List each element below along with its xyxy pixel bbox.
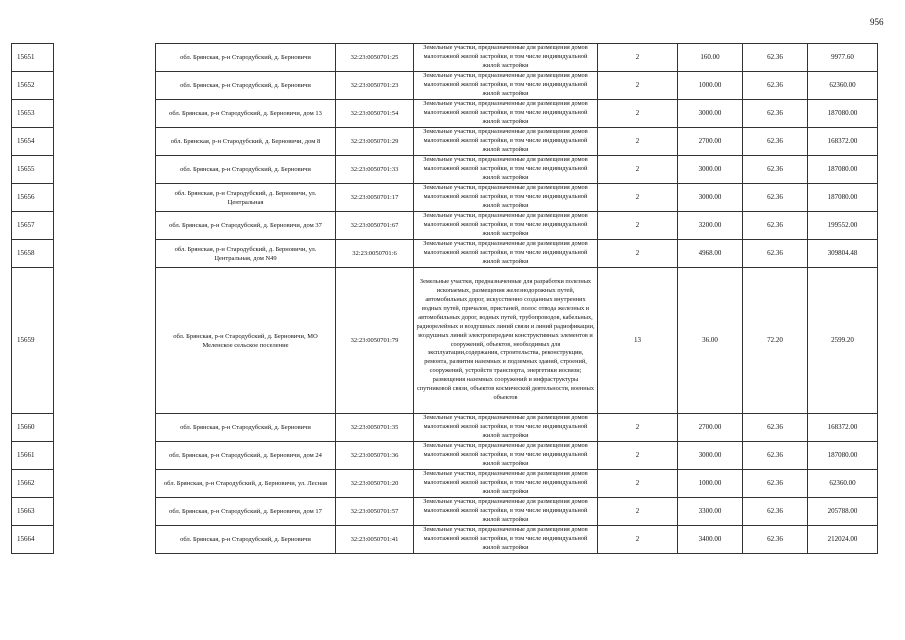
- category-code-cell: 2: [598, 156, 678, 184]
- table-row: [12, 44, 878, 72]
- address-cell: обл. Брянская, р-н Стародубский, д. Берновичи, дом 37: [156, 212, 336, 240]
- cadastral-number-cell: 32:23:0050701:25: [336, 44, 414, 72]
- rate-cell: 62.36: [743, 240, 808, 268]
- area-cell: 1000.00: [678, 470, 743, 498]
- land-purpose-cell: Земельные участки, предназначенные для размещения домов малоэтажной жилой застройки, в том числе индивидуальной жилой застройки: [414, 414, 598, 442]
- address-cell: обл. Брянская, р-н Стародубский, д. Берновичи: [156, 156, 336, 184]
- table-row: [12, 240, 878, 268]
- rate-cell: 62.36: [743, 212, 808, 240]
- rate-cell: 62.36: [743, 470, 808, 498]
- spacer-cell: [54, 498, 156, 526]
- category-code-cell: 2: [598, 526, 678, 554]
- table-body: [12, 44, 878, 554]
- cadastral-value-cell: 205788.00: [808, 498, 878, 526]
- area-cell: 3000.00: [678, 184, 743, 212]
- cadastral-number-cell: 32:23:0050701:67: [336, 212, 414, 240]
- cadastral-number-cell: 32:23:0050701:41: [336, 526, 414, 554]
- land-purpose-cell: Земельные участки, предназначенные для размещения домов малоэтажной жилой застройки, в том числе индивидуальной жилой застройки: [414, 470, 598, 498]
- row-number: 15662: [12, 470, 54, 498]
- rate-cell: 62.36: [743, 100, 808, 128]
- spacer-cell: [54, 100, 156, 128]
- cadastral-value-cell: 187080.00: [808, 100, 878, 128]
- land-purpose-cell: Земельные участки, предназначенные для разработки полезных ископаемых, размещения железнодорожных путей, автомобильных дорог, искусственно созданных внутренних водных путей, причалов, пристаней, полос отвода железных и автомобильных дорог, водных путей, трубопроводов, кабельных, радиорелейных и воздушных линий связи и линий радиофикации, воздушных линий электропередачи конструктивных элементов и сооружений, объектов, необходимых для эксплуатации,содержания, строительства, реконструкции, ремонта, развития наземных и подземных зданий, строений, сооружений, устройств транспорта, энергетики иосвязи; размещения наземных сооружений и инфраструктуры спутниковой связи, объектов космической деятельности, военных объектов: [414, 268, 598, 414]
- address-cell: обл. Брянская, р-н Стародубский, д. Берновичи, ул. Центральная, дом N49: [156, 240, 336, 268]
- area-cell: 3300.00: [678, 498, 743, 526]
- address-cell: обл. Брянская, р-н Стародубский, д. Берновичи, ул. Лесная: [156, 470, 336, 498]
- category-code-cell: 2: [598, 442, 678, 470]
- area-cell: 3200.00: [678, 212, 743, 240]
- row-number: 15656: [12, 184, 54, 212]
- spacer-cell: [54, 470, 156, 498]
- table-row: [12, 498, 878, 526]
- address-cell: обл. Брянская, р-н Стародубский, д. Берновичи, дом 13: [156, 100, 336, 128]
- category-code-cell: 2: [598, 184, 678, 212]
- rate-cell: 62.36: [743, 156, 808, 184]
- address-cell: обл. Брянская, р-н Стародубский, д. Берновичи, дом 8: [156, 128, 336, 156]
- cadastral-value-cell: 62360.00: [808, 470, 878, 498]
- area-cell: 3400.00: [678, 526, 743, 554]
- category-code-cell: 2: [598, 212, 678, 240]
- cadastral-number-cell: 32:23:0050701:33: [336, 156, 414, 184]
- category-code-cell: 13: [598, 268, 678, 414]
- cadastral-number-cell: 32:23:0050701:54: [336, 100, 414, 128]
- address-cell: обл. Брянская, р-н Стародубский, д. Берновичи: [156, 44, 336, 72]
- land-purpose-cell: Земельные участки, предназначенные для размещения домов малоэтажной жилой застройки, в том числе индивидуальной жилой застройки: [414, 212, 598, 240]
- rate-cell: 62.36: [743, 442, 808, 470]
- page-number: 956: [870, 17, 884, 27]
- spacer-cell: [54, 184, 156, 212]
- table-row: [12, 128, 878, 156]
- area-cell: 3000.00: [678, 100, 743, 128]
- cadastral-number-cell: 32:23:0050701:29: [336, 128, 414, 156]
- category-code-cell: 2: [598, 498, 678, 526]
- area-cell: 3000.00: [678, 156, 743, 184]
- cadastral-value-cell: 168372.00: [808, 414, 878, 442]
- rate-cell: 62.36: [743, 498, 808, 526]
- address-cell: обл. Брянская, р-н Стародубский, д. Берновичи: [156, 526, 336, 554]
- rate-cell: 62.36: [743, 128, 808, 156]
- cadastral-value-cell: 2599.20: [808, 268, 878, 414]
- cadastral-value-cell: 187080.00: [808, 442, 878, 470]
- land-purpose-cell: Земельные участки, предназначенные для размещения домов малоэтажной жилой застройки, в том числе индивидуальной жилой застройки: [414, 128, 598, 156]
- land-purpose-cell: Земельные участки, предназначенные для размещения домов малоэтажной жилой застройки, в том числе индивидуальной жилой застройки: [414, 184, 598, 212]
- row-number: 15661: [12, 442, 54, 470]
- cadastral-number-cell: 32:23:0050701:35: [336, 414, 414, 442]
- area-cell: 36.00: [678, 268, 743, 414]
- cadastral-value-cell: 9977.60: [808, 44, 878, 72]
- area-cell: 2700.00: [678, 128, 743, 156]
- address-cell: обл. Брянская, р-н Стародубский, д. Берновичи, дом 17: [156, 498, 336, 526]
- land-purpose-cell: Земельные участки, предназначенные для размещения домов малоэтажной жилой застройки, в том числе индивидуальной жилой застройки: [414, 526, 598, 554]
- rate-cell: 72.20: [743, 268, 808, 414]
- rate-cell: 62.36: [743, 414, 808, 442]
- category-code-cell: 2: [598, 44, 678, 72]
- land-registry-table: [11, 43, 878, 554]
- rate-cell: 62.36: [743, 184, 808, 212]
- spacer-cell: [54, 414, 156, 442]
- cadastral-value-cell: 199552.00: [808, 212, 878, 240]
- category-code-cell: 2: [598, 100, 678, 128]
- cadastral-number-cell: 32:23:0050701:20: [336, 470, 414, 498]
- cadastral-number-cell: 32:23:0050701:17: [336, 184, 414, 212]
- area-cell: 2700.00: [678, 414, 743, 442]
- cadastral-number-cell: 32:23:0050701:36: [336, 442, 414, 470]
- table-row: [12, 442, 878, 470]
- rate-cell: 62.36: [743, 72, 808, 100]
- row-number: 15655: [12, 156, 54, 184]
- table-row: [12, 414, 878, 442]
- spacer-cell: [54, 240, 156, 268]
- spacer-cell: [54, 268, 156, 414]
- address-cell: обл. Брянская, р-н Стародубский, д. Берновичи: [156, 414, 336, 442]
- address-cell: обл. Брянская, р-н Стародубский, д. Берновичи, дом 24: [156, 442, 336, 470]
- cadastral-value-cell: 62360.00: [808, 72, 878, 100]
- row-number: 15660: [12, 414, 54, 442]
- row-number: 15659: [12, 268, 54, 414]
- spacer-cell: [54, 128, 156, 156]
- spacer-cell: [54, 44, 156, 72]
- row-number: 15657: [12, 212, 54, 240]
- category-code-cell: 2: [598, 470, 678, 498]
- area-cell: 3000.00: [678, 442, 743, 470]
- cadastral-number-cell: 32:23:0050701:23: [336, 72, 414, 100]
- row-number: 15658: [12, 240, 54, 268]
- category-code-cell: 2: [598, 240, 678, 268]
- table-row: [12, 268, 878, 414]
- land-purpose-cell: Земельные участки, предназначенные для размещения домов малоэтажной жилой застройки, в том числе индивидуальной жилой застройки: [414, 240, 598, 268]
- spacer-cell: [54, 156, 156, 184]
- row-number: 15651: [12, 44, 54, 72]
- land-purpose-cell: Земельные участки, предназначенные для размещения домов малоэтажной жилой застройки, в том числе индивидуальной жилой застройки: [414, 498, 598, 526]
- land-purpose-cell: Земельные участки, предназначенные для размещения домов малоэтажной жилой застройки, в том числе индивидуальной жилой застройки: [414, 100, 598, 128]
- category-code-cell: 2: [598, 414, 678, 442]
- cadastral-value-cell: 187080.00: [808, 156, 878, 184]
- address-cell: обл. Брянская, р-н Стародубский, д. Берновичи, МО Меленское сельское поселение: [156, 268, 336, 414]
- area-cell: 4968.00: [678, 240, 743, 268]
- cadastral-number-cell: 32:23:0050701:57: [336, 498, 414, 526]
- spacer-cell: [54, 526, 156, 554]
- table-row: [12, 184, 878, 212]
- row-number: 15663: [12, 498, 54, 526]
- land-purpose-cell: Земельные участки, предназначенные для размещения домов малоэтажной жилой застройки, в том числе индивидуальной жилой застройки: [414, 156, 598, 184]
- table-row: [12, 212, 878, 240]
- land-purpose-cell: Земельные участки, предназначенные для размещения домов малоэтажной жилой застройки, в том числе индивидуальной жилой застройки: [414, 72, 598, 100]
- table-row: [12, 156, 878, 184]
- cadastral-value-cell: 309804.48: [808, 240, 878, 268]
- area-cell: 1000.00: [678, 72, 743, 100]
- category-code-cell: 2: [598, 72, 678, 100]
- row-number: 15654: [12, 128, 54, 156]
- table-row: [12, 526, 878, 554]
- rate-cell: 62.36: [743, 44, 808, 72]
- rate-cell: 62.36: [743, 526, 808, 554]
- row-number: 15653: [12, 100, 54, 128]
- cadastral-value-cell: 187080.00: [808, 184, 878, 212]
- spacer-cell: [54, 72, 156, 100]
- address-cell: обл. Брянская, р-н Стародубский, д. Берновичи, ул. Центральная: [156, 184, 336, 212]
- cadastral-number-cell: 32:23:0050701:79: [336, 268, 414, 414]
- table-row: [12, 100, 878, 128]
- area-cell: 160.00: [678, 44, 743, 72]
- land-purpose-cell: Земельные участки, предназначенные для размещения домов малоэтажной жилой застройки, в том числе индивидуальной жилой застройки: [414, 442, 598, 470]
- table-row: [12, 72, 878, 100]
- cadastral-number-cell: 32:23:0050701:6: [336, 240, 414, 268]
- land-purpose-cell: Земельные участки, предназначенные для размещения домов малоэтажной жилой застройки, в том числе индивидуальной жилой застройки: [414, 44, 598, 72]
- spacer-cell: [54, 442, 156, 470]
- row-number: 15664: [12, 526, 54, 554]
- cadastral-value-cell: 168372.00: [808, 128, 878, 156]
- spacer-cell: [54, 212, 156, 240]
- category-code-cell: 2: [598, 128, 678, 156]
- table-row: [12, 470, 878, 498]
- row-number: 15652: [12, 72, 54, 100]
- address-cell: обл. Брянская, р-н Стародубский, д. Берновичи: [156, 72, 336, 100]
- cadastral-value-cell: 212024.00: [808, 526, 878, 554]
